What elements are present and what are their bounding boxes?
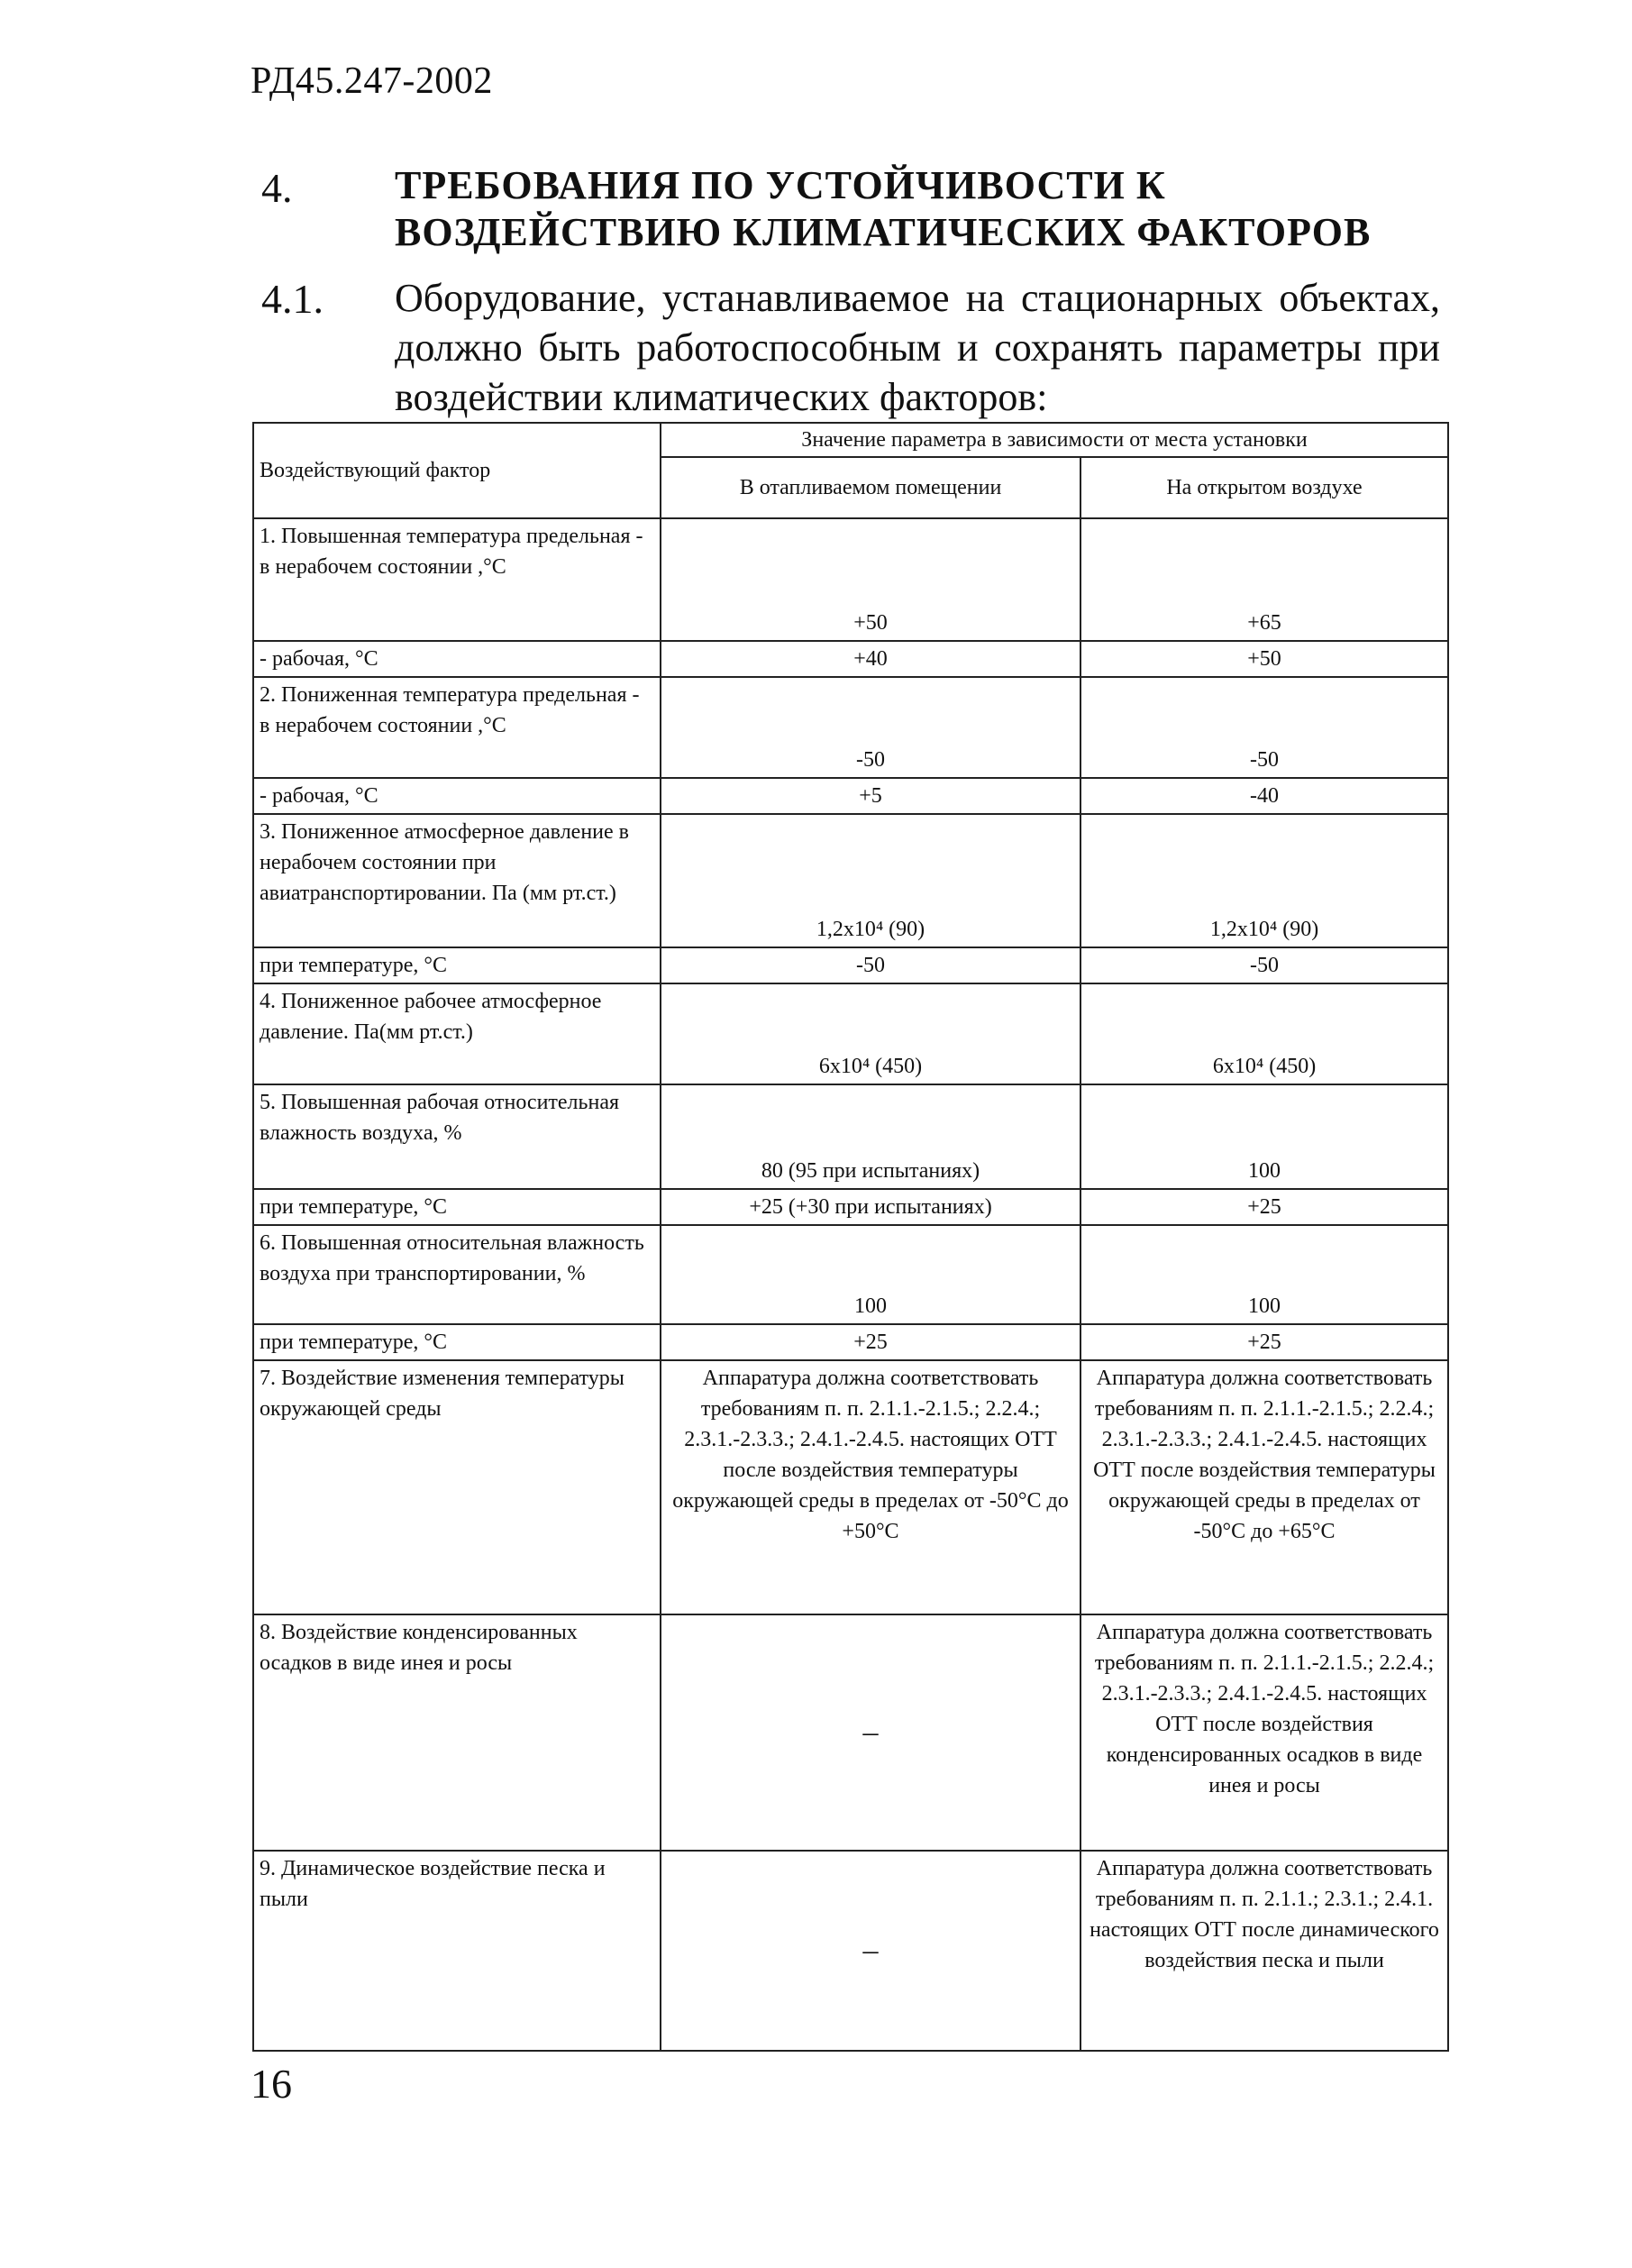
table-cell-outdoor: 100: [1080, 1225, 1448, 1324]
paragraph-text: Оборудование, устанавливаемое на стационарных объектах, должно быть работоспособным и сохранять параметры при воздействии климатических факторов:: [395, 276, 1440, 419]
table-cell-outdoor: -40: [1080, 778, 1448, 814]
section-number: 4.: [261, 165, 293, 211]
table-cell-heated: -50: [661, 677, 1080, 778]
table-cell-outdoor: +25: [1080, 1324, 1448, 1360]
header-factor: Воздействующий фактор: [253, 423, 661, 518]
climatic-requirements-table: [252, 422, 1449, 2052]
table-cell-outdoor: +25: [1080, 1189, 1448, 1225]
table-cell-outdoor: 1,2x10⁴ (90): [1080, 814, 1448, 947]
table-cell-outdoor: 6x10⁴ (450): [1080, 983, 1448, 1084]
table-cell-heated: –: [661, 1614, 1080, 1851]
page-number: 16: [251, 2061, 292, 2107]
table-cell-outdoor: +65: [1080, 518, 1448, 641]
table-cell-factor: 6. Повышенная относительная влажность воздуха при транспортировании, %: [253, 1225, 661, 1324]
table-cell-factor: при температуре, °С: [253, 1324, 661, 1360]
table-cell-factor: - рабочая, °С: [253, 641, 661, 677]
table-cell-outdoor: +50: [1080, 641, 1448, 677]
table-cell-factor: 1. Повышенная температура предельная - в нерабочем состоянии ,°С: [253, 518, 661, 641]
table-cell-factor: 2. Пониженная температура предельная - в нерабочем состоянии ,°С: [253, 677, 661, 778]
table-cell-heated: +25 (+30 при испытаниях): [661, 1189, 1080, 1225]
header-outdoor: На открытом воздухе: [1080, 457, 1448, 518]
document-code: РД45.247-2002: [251, 60, 493, 102]
header-group-location: Значение параметра в зависимости от места установки: [661, 423, 1448, 457]
table-cell-factor: 3. Пониженное атмосферное давление в нерабочем состоянии при авиатранспортировании. Па (мм рт.ст.): [253, 814, 661, 947]
table-cell-heated: 100: [661, 1225, 1080, 1324]
table-cell-outdoor: Аппаратура должна соответствовать требованиям п. п. 2.1.1.-2.1.5.; 2.2.4.; 2.3.1.-2.3.3.; 2.4.1.-2.4.5. настоящих ОТТ после воздействия конденсированных осадков в виде инея и росы: [1080, 1614, 1448, 1851]
header-heated-room: В отапливаемом помещении: [661, 457, 1080, 518]
table-cell-factor: 9. Динамическое воздействие песка и пыли: [253, 1851, 661, 2051]
table-cell-factor: 5. Повышенная рабочая относительная влажность воздуха, %: [253, 1084, 661, 1189]
table-cell-heated: Аппаратура должна соответствовать требованиям п. п. 2.1.1.-2.1.5.; 2.2.4.; 2.3.1.-2.3.3.; 2.4.1.-2.4.5. настоящих ОТТ после воздействия температуры окружающей среды в пределах от -50°С до +50°С: [661, 1360, 1080, 1614]
table-cell-factor: 7. Воздействие изменения температуры окружающей среды: [253, 1360, 661, 1614]
table-cell-heated: -50: [661, 947, 1080, 983]
table-cell-factor: при температуре, °С: [253, 947, 661, 983]
table-cell-factor: - рабочая, °С: [253, 778, 661, 814]
table-cell-heated: +50: [661, 518, 1080, 641]
table-cell-factor: 8. Воздействие конденсированных осадков в виде инея и росы: [253, 1614, 661, 1851]
table-cell-outdoor: -50: [1080, 947, 1448, 983]
table-cell-heated: +25: [661, 1324, 1080, 1360]
table-cell-heated: 1,2x10⁴ (90): [661, 814, 1080, 947]
table-cell-heated: +5: [661, 778, 1080, 814]
table-cell-heated: 80 (95 при испытаниях): [661, 1084, 1080, 1189]
table-cell-outdoor: Аппаратура должна соответствовать требованиям п. п. 2.1.1.; 2.3.1.; 2.4.1. настоящих ОТТ после динамического воздействия песка и пыли: [1080, 1851, 1448, 2051]
table-cell-heated: 6x10⁴ (450): [661, 983, 1080, 1084]
table-cell-factor: 4. Пониженное рабочее атмосферное давление. Па(мм рт.ст.): [253, 983, 661, 1084]
paragraph-number: 4.1.: [261, 276, 324, 322]
table-cell-factor: при температуре, °С: [253, 1189, 661, 1225]
table-cell-heated: +40: [661, 641, 1080, 677]
table-cell-outdoor: Аппаратура должна соответствовать требованиям п. п. 2.1.1.-2.1.5.; 2.2.4.; 2.3.1.-2.3.3.; 2.4.1.-2.4.5. настоящих ОТТ после воздействия температуры окружающей среды в пределах от -50°С до +65°С: [1080, 1360, 1448, 1614]
section-title: ТРЕБОВАНИЯ ПО УСТОЙЧИВОСТИ К ВОЗДЕЙСТВИЮ КЛИМАТИЧЕСКИХ ФАКТОРОВ: [395, 163, 1372, 254]
table-cell-outdoor: -50: [1080, 677, 1448, 778]
table-cell-heated: –: [661, 1851, 1080, 2051]
table-cell-outdoor: 100: [1080, 1084, 1448, 1189]
